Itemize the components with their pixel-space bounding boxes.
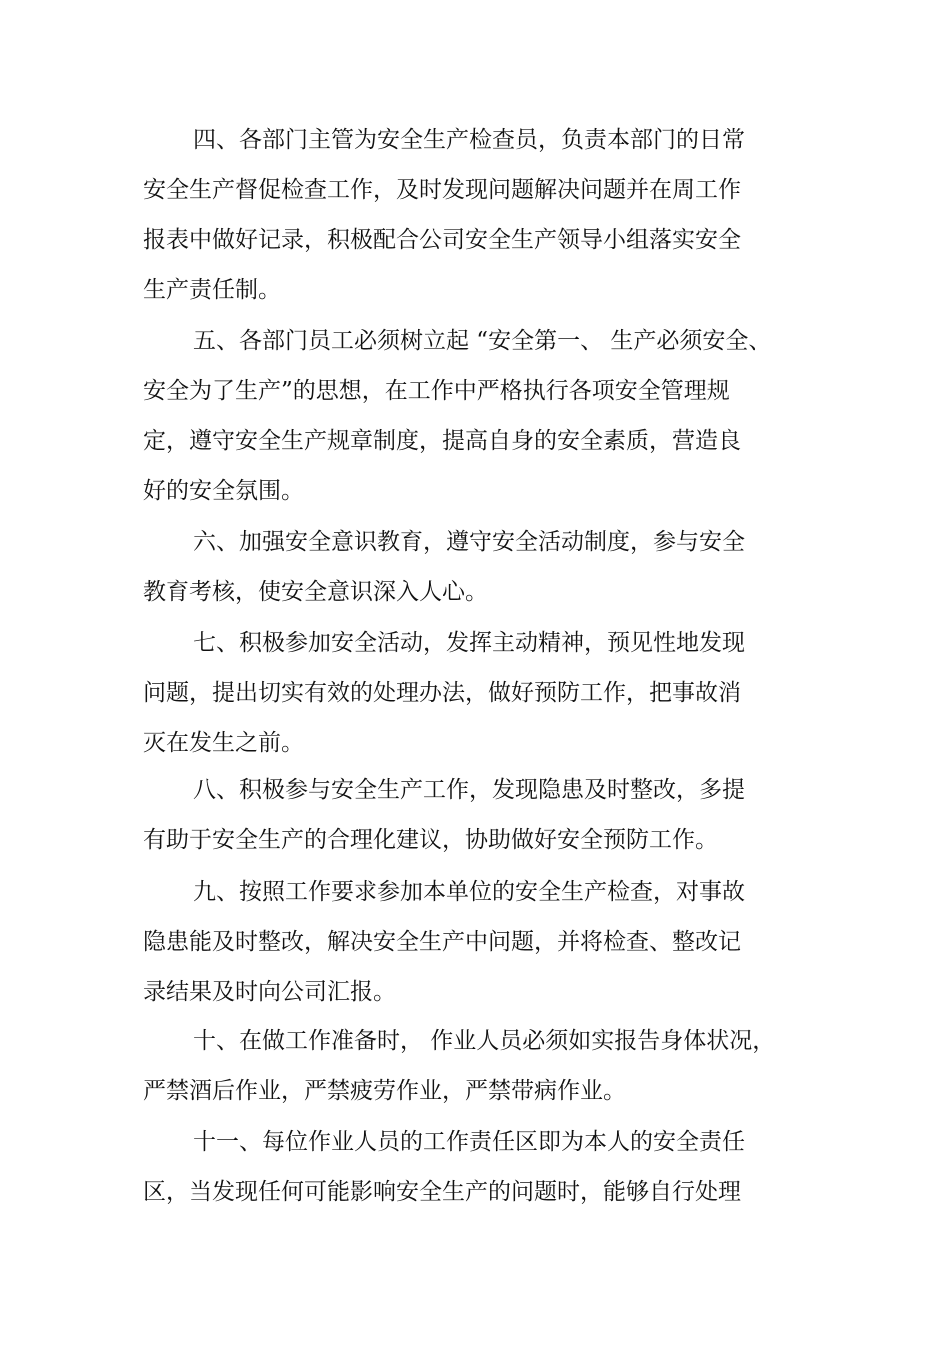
paragraph-11-line-1: 十一、每位作业人员的工作责任区即为本人的安全责任 [193, 1129, 745, 1155]
paragraph-4-line-2: 安全生产督促检查工作，及时发现问题解决问题并在周工作 [143, 177, 741, 203]
paragraph-7-line-2: 问题，提出切实有效的处理办法，做好预防工作，把事故消 [143, 680, 741, 706]
paragraph-9-line-1: 九、按照工作要求参加本单位的安全生产检查，对事故 [193, 879, 745, 905]
paragraph-10-line-2: 严禁酒后作业，严禁疲劳作业，严禁带病作业。 [143, 1078, 626, 1104]
paragraph-10-line-1: 十、在做工作准备时， 作业人员必须如实报告身体状况， [193, 1028, 776, 1054]
paragraph-11-line-2: 区，当发现任何可能影响安全生产的问题时，能够自行处理 [143, 1179, 741, 1205]
paragraph-4-line-4: 生产责任制。 [143, 277, 281, 303]
paragraph-5-line-3: 定，遵守安全生产规章制度，提高自身的安全素质，营造良 [143, 428, 741, 454]
paragraph-6-line-1: 六、加强安全意识教育，遵守安全活动制度，参与安全 [193, 529, 745, 555]
paragraph-5-line-4: 好的安全氛围。 [143, 478, 304, 504]
paragraph-5-line-2: 安全为了生产”的思想，在工作中严格执行各项安全管理规 [143, 378, 730, 404]
paragraph-4-line-1: 四、各部门主管为安全生产检查员，负责本部门的日常 [193, 127, 745, 153]
paragraph-7-line-1: 七、积极参加安全活动，发挥主动精神，预见性地发现 [193, 630, 745, 656]
paragraph-8-line-2: 有助于安全生产的合理化建议，协助做好安全预防工作。 [143, 827, 718, 853]
paragraph-5-line-1: 五、各部门员工必须树立起 “安全第一、 生产必须安全、 [193, 328, 772, 354]
paragraph-9-line-3: 录结果及时向公司汇报。 [143, 979, 396, 1005]
paragraph-8-line-1: 八、积极参与安全生产工作，发现隐患及时整改，多提 [193, 777, 745, 803]
paragraph-4-line-3: 报表中做好记录，积极配合公司安全生产领导小组落实安全 [143, 227, 741, 253]
paragraph-6-line-2: 教育考核，使安全意识深入人心。 [143, 579, 488, 605]
paragraph-7-line-3: 灭在发生之前。 [143, 730, 304, 756]
paragraph-9-line-2: 隐患能及时整改，解决安全生产中问题，并将检查、整改记 [143, 929, 741, 955]
